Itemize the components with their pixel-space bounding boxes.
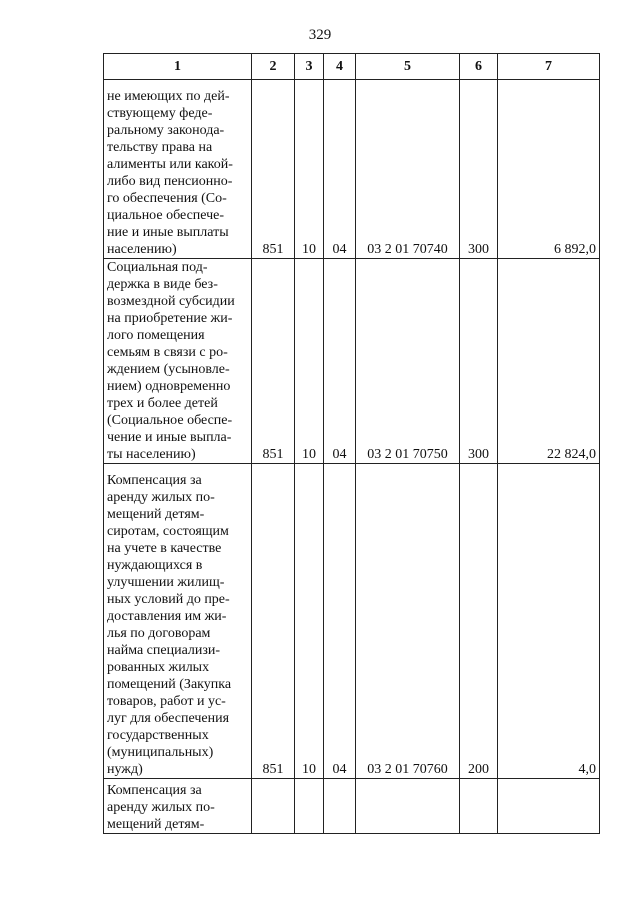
col-header-2: 2 xyxy=(252,54,295,80)
col-header-4: 4 xyxy=(324,54,356,80)
budget-table xyxy=(103,53,600,834)
cell-col-3: 10 xyxy=(295,80,324,259)
cell-col-4: 04 xyxy=(324,80,356,259)
cell-col-6: 200 xyxy=(460,464,498,779)
cell-col-5: 03 2 01 70750 xyxy=(356,259,460,464)
table-row xyxy=(104,80,600,259)
cell-col-3: 10 xyxy=(295,259,324,464)
col-header-7: 7 xyxy=(498,54,600,80)
cell-col-2 xyxy=(252,779,295,834)
cell-col-4: 04 xyxy=(324,464,356,779)
row-description-text: Компенсация за аренду жилых по- мещений детям- xyxy=(107,783,215,832)
cell-col-2: 851 xyxy=(252,259,295,464)
cell-col-3: 10 xyxy=(295,464,324,779)
col-header-3: 3 xyxy=(295,54,324,80)
row-description-text: Социальная под- держка в виде без- возмездной субсидии на приобретение жи- лого помещения семьям в связи с ро- ждением (усыновле- нием) одновременно трех и более детей (Социальное обеспе- чение и иные выпла- ты населению) xyxy=(107,260,235,462)
cell-col-7: 6 892,0 xyxy=(498,80,600,259)
page-number: 329 xyxy=(308,27,332,43)
col-header-6: 6 xyxy=(460,54,498,80)
table-row xyxy=(104,779,600,834)
cell-col-4: 04 xyxy=(324,259,356,464)
row-description xyxy=(104,80,252,259)
row-description-text: не имеющих по дей- ствующему феде- ральному законода- тельству права на алименты или какой- либо вид пенсионно- го обеспечения (Со- циальное обеспече- ние и иные выплаты населению) xyxy=(107,89,233,257)
cell-col-7: 4,0 xyxy=(498,464,600,779)
cell-col-5 xyxy=(356,779,460,834)
cell-col-4 xyxy=(324,779,356,834)
cell-col-6: 300 xyxy=(460,259,498,464)
cell-col-2: 851 xyxy=(252,464,295,779)
cell-col-6: 300 xyxy=(460,80,498,259)
row-description xyxy=(104,464,252,779)
table-row xyxy=(104,259,600,464)
cell-col-7 xyxy=(498,779,600,834)
table-row xyxy=(104,464,600,779)
col-header-1: 1 xyxy=(104,54,252,80)
cell-col-5: 03 2 01 70740 xyxy=(356,80,460,259)
col-header-5: 5 xyxy=(356,54,460,80)
header-row xyxy=(104,54,600,80)
row-description xyxy=(104,779,252,834)
row-description-text: Компенсация за аренду жилых по- мещений детям- сиротам, состоящим на учете в качестве нуждающихся в улучшении жилищ- ных условий до пре- доставления им жи- лья по договорам найма специализи- рованных жилых помещений (Закупка товаров, работ и ус- луг для обеспечения государственных (муниципальных) нужд) xyxy=(107,473,232,777)
cell-col-2: 851 xyxy=(252,80,295,259)
cell-col-3 xyxy=(295,779,324,834)
cell-col-5: 03 2 01 70760 xyxy=(356,464,460,779)
row-description xyxy=(104,259,252,464)
cell-col-6 xyxy=(460,779,498,834)
cell-col-7: 22 824,0 xyxy=(498,259,600,464)
